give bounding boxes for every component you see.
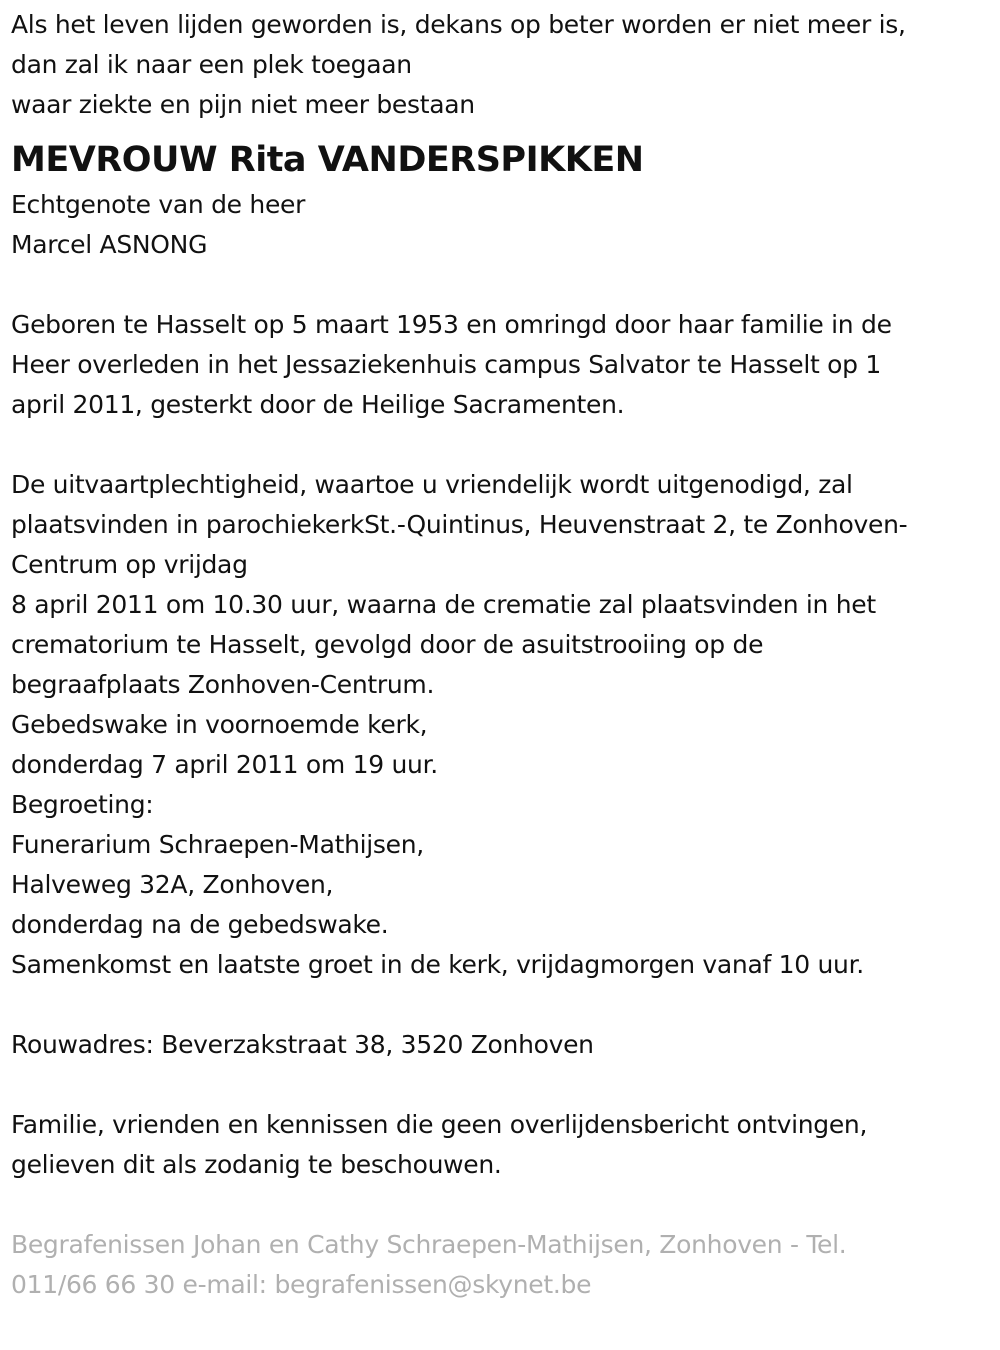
- paragraph-line: Halveweg 32A, Zonhoven,: [11, 870, 334, 899]
- notice-paragraph: [11, 1105, 991, 1185]
- poem-line: Als het leven lijden geworden is, dekans op beter worden er niet meer is,: [11, 10, 906, 39]
- spacer: [11, 1065, 991, 1105]
- poem-line: dan zal ik naar een plek toegaan: [11, 50, 412, 79]
- paragraph-line: donderdag 7 april 2011 om 19 uur.: [11, 750, 438, 779]
- paragraph-line: Heer overleden in het Jessaziekenhuis campus Salvator te Hasselt op 1: [11, 350, 881, 379]
- footer-line: Begrafenissen Johan en Cathy Schraepen-Mathijsen, Zonhoven - Tel.: [11, 1230, 847, 1259]
- relation: [11, 185, 991, 265]
- relation-line: Marcel ASNONG: [11, 230, 208, 259]
- paragraph-line: gelieven dit als zodanig te beschouwen.: [11, 1150, 502, 1179]
- paragraph-line: Samenkomst en laatste groet in de kerk, vrijdagmorgen vanaf 10 uur.: [11, 950, 864, 979]
- paragraph-line: Gebedswake in voornoemde kerk,: [11, 710, 428, 739]
- paragraph-line: Familie, vrienden en kennissen die geen overlijdensbericht ontvingen,: [11, 1110, 868, 1139]
- paragraph-line: Centrum op vrijdag: [11, 550, 248, 579]
- paragraph-line: Begroeting:: [11, 790, 154, 819]
- funeral-home-footer: [11, 1225, 991, 1305]
- spacer: [11, 1185, 991, 1225]
- paragraph-line: begraafplaats Zonhoven-Centrum.: [11, 670, 435, 699]
- spacer: [11, 425, 991, 465]
- ceremony-paragraph: [11, 465, 991, 985]
- footer-line: 011/66 66 30 e-mail: begrafenissen@skynet.be: [11, 1270, 592, 1299]
- paragraph-line: plaatsvinden in parochiekerkSt.-Quintinus, Heuvenstraat 2, te Zonhoven-: [11, 510, 908, 539]
- paragraph-line: 8 april 2011 om 10.30 uur, waarna de crematie zal plaatsvinden in het: [11, 590, 876, 619]
- spacer: [11, 985, 991, 1025]
- relation-line: Echtgenote van de heer: [11, 190, 306, 219]
- paragraph-line: donderdag na de gebedswake.: [11, 910, 389, 939]
- birth-death-paragraph: [11, 305, 991, 425]
- deceased-name: MEVROUW Rita VANDERSPIKKEN: [11, 140, 644, 180]
- poem-line: waar ziekte en pijn niet meer bestaan: [11, 90, 475, 119]
- mourning-address: Rouwadres: Beverzakstraat 38, 3520 Zonhoven: [11, 1030, 594, 1059]
- paragraph-line: Geboren te Hasselt op 5 maart 1953 en omringd door haar familie in de: [11, 310, 892, 339]
- paragraph-line: crematorium te Hasselt, gevolgd door de asuitstrooiing op de: [11, 630, 764, 659]
- poem: [11, 5, 991, 125]
- obituary-notice: [11, 5, 991, 1305]
- paragraph-line: Funerarium Schraepen-Mathijsen,: [11, 830, 424, 859]
- spacer: [11, 265, 991, 305]
- paragraph-line: De uitvaartplechtigheid, waartoe u vriendelijk wordt uitgenodigd, zal: [11, 470, 853, 499]
- paragraph-line: april 2011, gesterkt door de Heilige Sacramenten.: [11, 390, 625, 419]
